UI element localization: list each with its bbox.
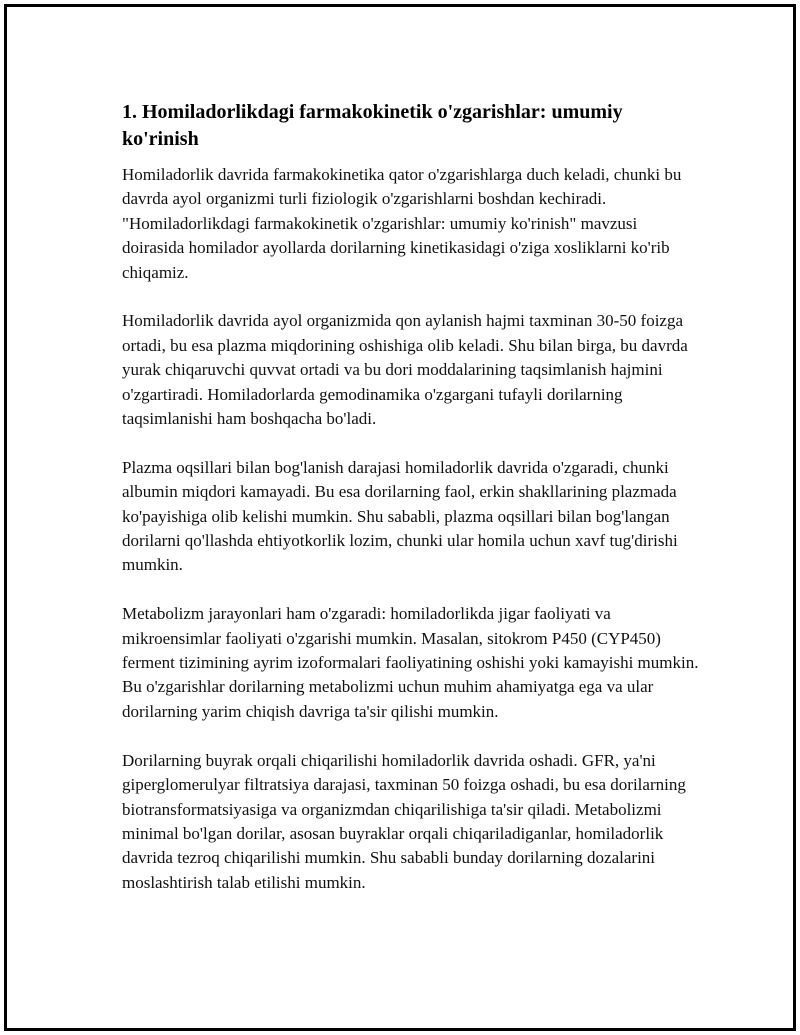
paragraph-renal-excretion: Dorilarning buyrak orqali chiqarilishi homiladorlik davrida oshadi. GFR, ya'ni giperglomerulyar filtratsiya darajasi, taxminan 50 foizga oshadi, bu esa dorilarning biotransformatsiyasiga va organizmdan chiqarilishiga ta'sir qiladi. Metabolizmi minimal bo'lgan dorilar, asosan buyraklar orqali chiqariladiganlar, homiladorlik davrida tezroq chiqarilishi mumkin. Shu sababli bunday dorilarning dozalarini moslashtirish talab etilishi mumkin.	[122, 750, 686, 892]
paragraph-blood-volume: Homiladorlik davrida ayol organizmida qon aylanish hajmi taxminan 30-50 foizga ortadi, bu esa plazma miqdorining oshishiga olib keladi. Shu bilan birga, bu davrda yurak chiqaruvchi quvvat ortadi va bu dori moddalarining taqsimlanish hajmini o'zgartiradi. Homiladorlarda gemodinamika o'zgargani tufayli dorilarning taqsimlanishi ham boshqacha bo'ladi.	[122, 311, 688, 429]
page-frame	[4, 4, 796, 1031]
paragraph-metabolism: Metabolizm jarayonlari ham o'zgaradi: homiladorlikda jigar faoliyati va mikroensimlar faoliyati o'zgarishi mumkin. Masalan, sitokrom P450 (CYP450) ferment tizimining ayrim izoformalari faoliyatining oshishi yoki kamayishi mumkin. Bu o'zgarishlar dorilarning metabolizmi uchun muhim ahamiyatga ega va ular dorilarning yarim chiqish davriga ta'sir qilishi mumkin.	[122, 604, 699, 721]
paragraph-protein-binding: Plazma oqsillari bilan bog'lanish darajasi homiladorlik davrida o'zgaradi, chunki albumin miqdori kamayadi. Bu esa dorilarning faol, erkin shakllarining plazmada ko'payishiga olib kelishi mumkin. Shu sababli, plazma oqsillari bilan bog'langan dorilarni qo'llashda ehtiyotkorlik lozim, chunki ular homila uchun xavf tug'dirishi mumkin.	[122, 457, 678, 575]
section-heading: 1. Homiladorlikdagi farmakokinetik o'zgarishlar: umumiy ko'rinish	[122, 101, 623, 150]
paragraph-intro: Homiladorlik davrida farmakokinetika qator o'zgarishlarga duch keladi, chunki bu davrda ayol organizmi turli fiziologik o'zgarishlarni boshdan kechiradi. "Homiladorlikdagi farmakokinetik o'zgarishlar: umumiy ko'rinish" mavzusi doirasida homilador ayollarda dorilarning kinetikasidagi o'ziga xosliklarni ko'rib chiqamiz.	[122, 165, 682, 282]
document-body	[122, 99, 702, 895]
